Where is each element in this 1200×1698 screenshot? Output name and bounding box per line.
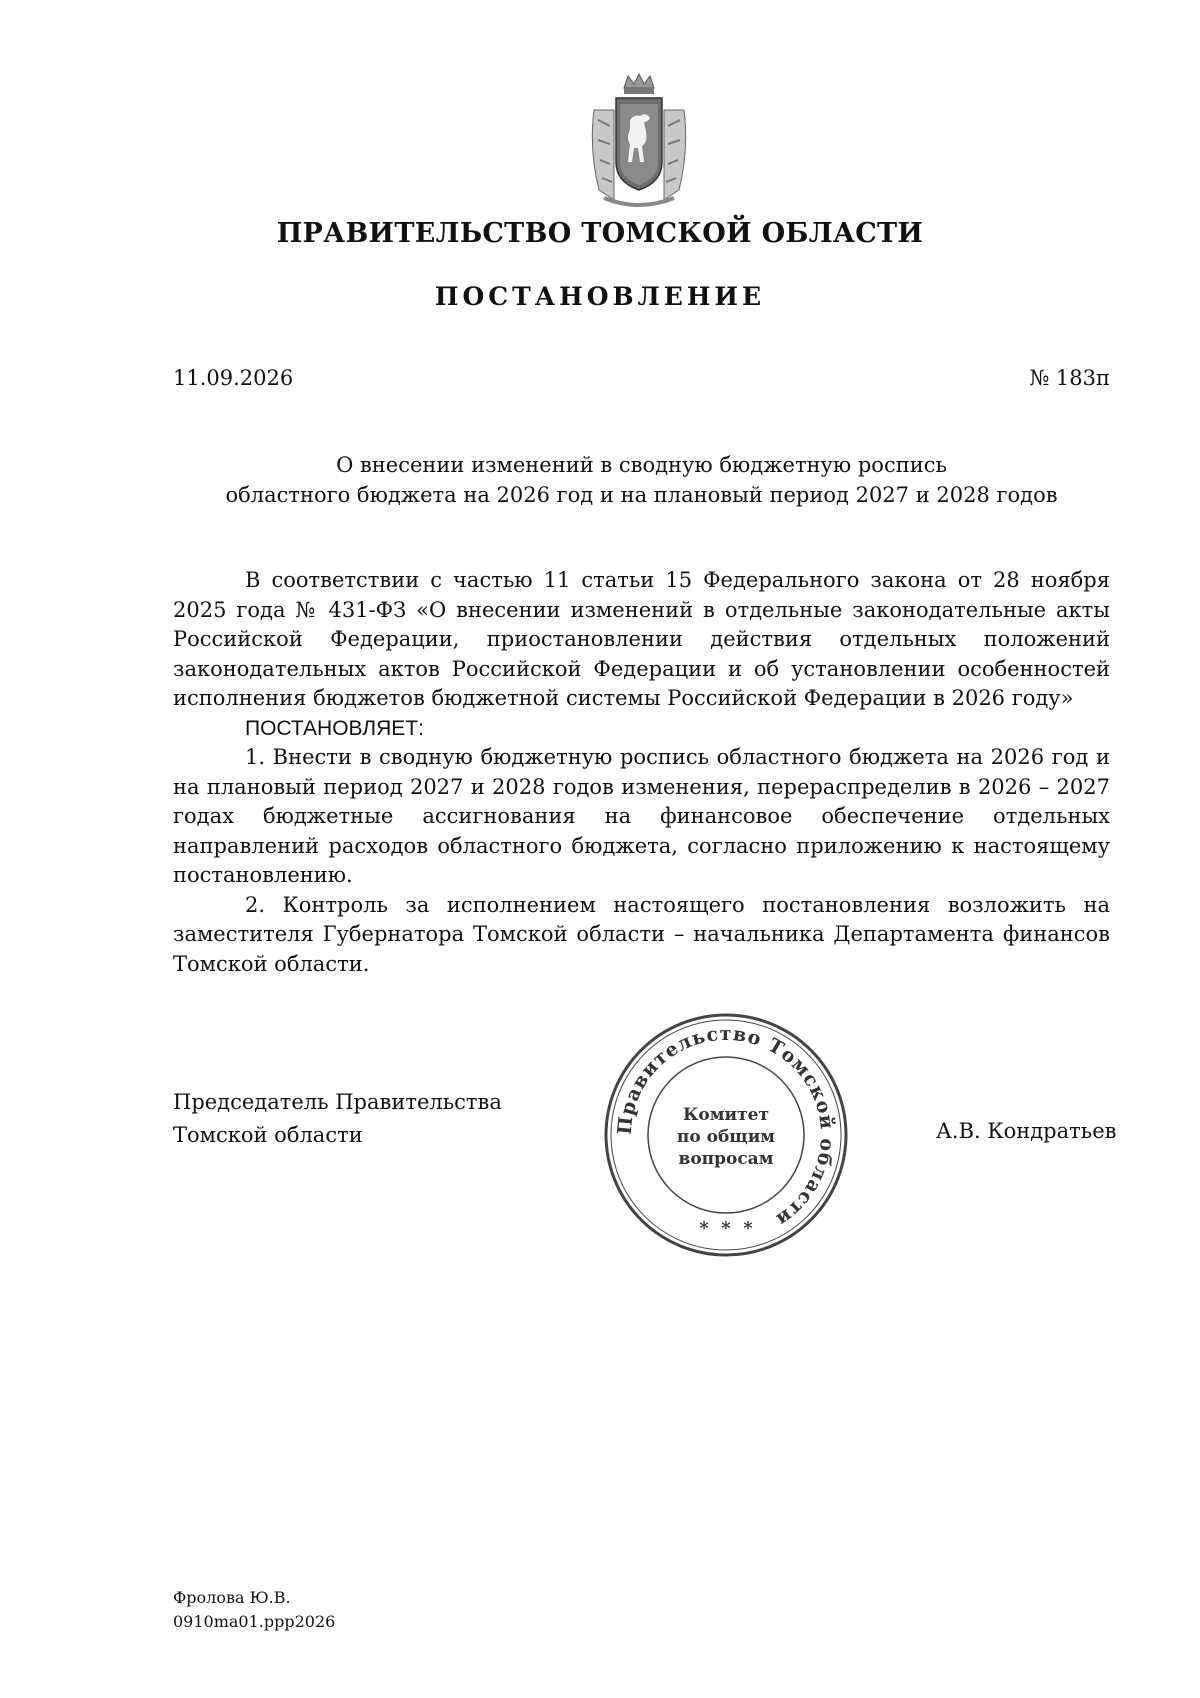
preamble-paragraph: В соответствии с частью 11 статьи 15 Федерального закона от 28 ноября 2025 года № 431-ФЗ «О внесении изменений в отдельные законодательные акты Российской Федерации, приостановлении действия отдельных положений законодательных актов Российской Федерации и об установлении особенностей исполнения бюджетов бюджетной системы Российской Федерации в 2026 году» [173, 568, 1110, 710]
document-body [173, 566, 1110, 979]
signer-position-line: Томской области [173, 1123, 363, 1147]
resolve-keyword: ПОСТАНОВЛЯЕТ: [245, 716, 424, 740]
subject-line: О внесении изменений в сводную бюджетную роспись [336, 453, 947, 477]
organization-title: ПРАВИТЕЛЬСТВО ТОМСКОЙ ОБЛАСТИ [276, 218, 924, 249]
executor-file-code: 0910ma01.ppp2026 [173, 1612, 336, 1631]
executor-name: Фролова Ю.В. [173, 1588, 291, 1607]
signer-position-line: Председатель Правительства [173, 1090, 502, 1114]
seal-center-line: по общим [676, 1127, 776, 1147]
seal-center-line: вопросам [678, 1149, 774, 1169]
seal-ring-text: Правительство Томской области [613, 1022, 839, 1232]
executor-info [173, 1586, 335, 1634]
signer-name: А.В. Кондратьев [936, 1119, 1117, 1143]
signer-position [173, 1086, 502, 1152]
seal-center-line: Комитет [682, 1105, 770, 1125]
resolution-item: 1. Внести в сводную бюджетную роспись областного бюджета на 2026 год и на плановый период 2027 и 2028 годов изменения, перераспределив в 2026 – 2027 годах бюджетные ассигнования на финансовое обеспечение отдельных направлений расходов областного бюджета, согласно приложению к настоящему постановлению. [173, 745, 1110, 887]
coat-of-arms-icon [584, 70, 694, 210]
seal-stars: * * * [699, 1218, 753, 1239]
document-subject [173, 450, 1110, 510]
document-type-heading: ПОСТАНОВЛЕНИЕ [434, 282, 766, 311]
document-date: 11.09.2026 [173, 366, 294, 390]
document-number: № 183п [1029, 366, 1110, 390]
resolution-item: 2. Контроль за исполнением настоящего постановления возложить на заместителя Губернатора Томской области – начальника Департамента финансов Томской области. [173, 892, 1110, 976]
official-seal [603, 1012, 849, 1258]
subject-line: областного бюджета на 2026 год и на плановый период 2027 и 2028 годов [225, 483, 1058, 507]
